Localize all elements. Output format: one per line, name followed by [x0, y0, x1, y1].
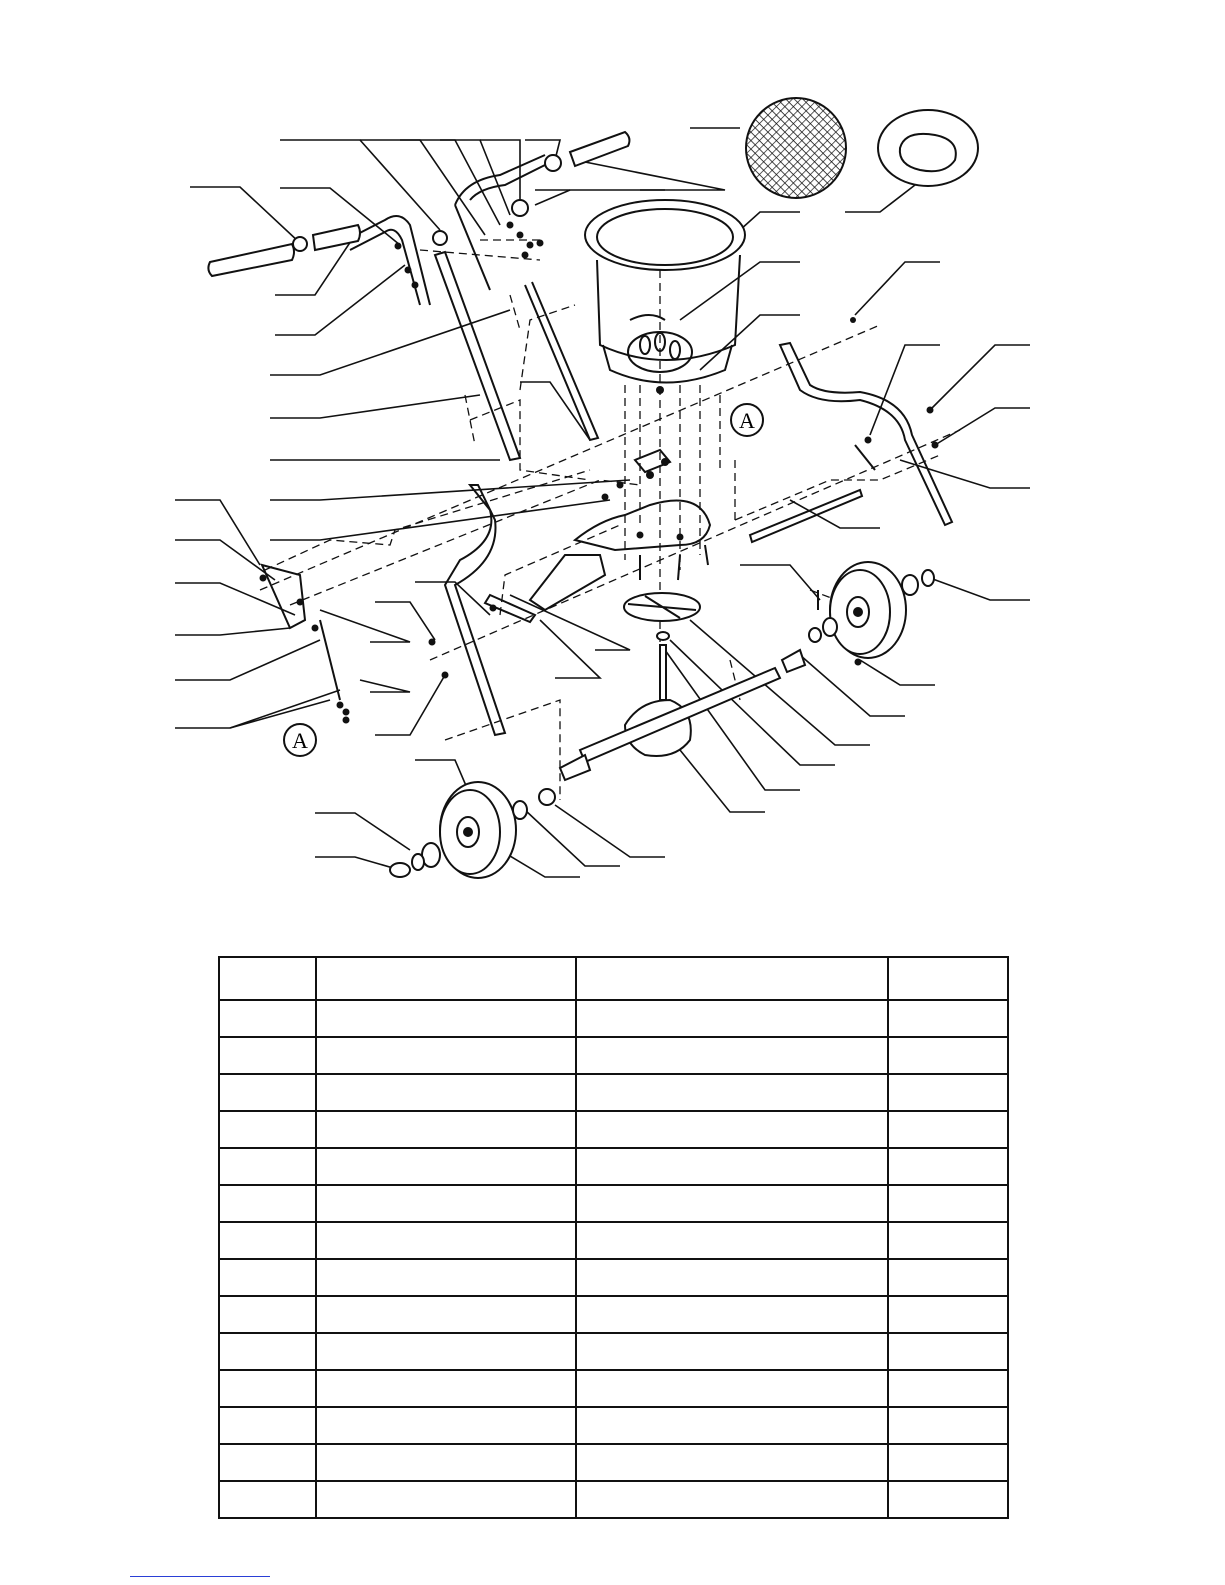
table-row — [219, 1444, 1008, 1481]
table-row — [219, 1000, 1008, 1037]
table-cell — [316, 1222, 576, 1259]
table-cell — [888, 1037, 1008, 1074]
table-cell — [888, 1000, 1008, 1037]
table-cell — [888, 1222, 1008, 1259]
right-wheel — [809, 562, 934, 658]
header-cell — [316, 957, 576, 1000]
table-cell — [219, 1185, 316, 1222]
table-cell — [888, 1185, 1008, 1222]
table-cell — [888, 1074, 1008, 1111]
table-cell — [888, 1111, 1008, 1148]
table-cell — [219, 1111, 316, 1148]
left-wheel — [390, 782, 555, 878]
table-cell — [316, 1074, 576, 1111]
table-cell — [219, 1481, 316, 1518]
table-cell — [316, 1481, 576, 1518]
callout-a-upper-label: A — [739, 408, 755, 433]
table-header-row — [219, 957, 1008, 1000]
table-cell — [888, 1370, 1008, 1407]
table-cell — [219, 1407, 316, 1444]
table-row — [219, 1222, 1008, 1259]
table-cell — [576, 1370, 888, 1407]
callout-a-upper — [731, 404, 763, 436]
header-cell — [219, 957, 316, 1000]
cover-ring — [878, 110, 978, 186]
table-row — [219, 1407, 1008, 1444]
table-cell — [888, 1444, 1008, 1481]
table-cell — [316, 1444, 576, 1481]
table-cell — [219, 1296, 316, 1333]
table-cell — [316, 1259, 576, 1296]
table-cell — [888, 1481, 1008, 1518]
table-cell — [316, 1037, 576, 1074]
table-cell — [219, 1148, 316, 1185]
table-cell — [219, 1037, 316, 1074]
gearbox-axle — [560, 650, 805, 780]
table-cell — [219, 1333, 316, 1370]
handle-grips — [208, 132, 629, 276]
table-row — [219, 1481, 1008, 1518]
table-cell — [316, 1111, 576, 1148]
mesh-screen — [746, 98, 846, 198]
table-row — [219, 1370, 1008, 1407]
table-cell — [576, 1296, 888, 1333]
table-cell — [316, 1000, 576, 1037]
table-cell — [888, 1259, 1008, 1296]
table-cell — [576, 1037, 888, 1074]
table-cell — [576, 1481, 888, 1518]
footer-link-underline[interactable] — [130, 1576, 270, 1577]
table-cell — [888, 1148, 1008, 1185]
table-cell — [576, 1407, 888, 1444]
table-row — [219, 1259, 1008, 1296]
table-cell — [888, 1296, 1008, 1333]
header-cell — [888, 957, 1008, 1000]
table-cell — [576, 1222, 888, 1259]
table-cell — [888, 1407, 1008, 1444]
table-cell — [888, 1333, 1008, 1370]
callout-a-lower-label: A — [292, 728, 308, 753]
table-row — [219, 1074, 1008, 1111]
table-row — [219, 1111, 1008, 1148]
table-cell — [316, 1148, 576, 1185]
table-cell — [219, 1074, 316, 1111]
table-cell — [576, 1444, 888, 1481]
table-cell — [219, 1000, 316, 1037]
table-cell — [576, 1074, 888, 1111]
table-cell — [219, 1370, 316, 1407]
table-cell — [219, 1444, 316, 1481]
table-cell — [316, 1407, 576, 1444]
table-cell — [576, 1333, 888, 1370]
parts-list-table — [218, 956, 1009, 1519]
table-cell — [219, 1222, 316, 1259]
table-row — [219, 1296, 1008, 1333]
table-row — [219, 1333, 1008, 1370]
table-cell — [219, 1259, 316, 1296]
table-cell — [576, 1111, 888, 1148]
header-cell — [576, 957, 888, 1000]
table-cell — [576, 1000, 888, 1037]
exploded-parts-diagram — [170, 95, 1040, 895]
table-row — [219, 1037, 1008, 1074]
table-row — [219, 1148, 1008, 1185]
table-cell — [316, 1370, 576, 1407]
table-cell — [576, 1148, 888, 1185]
table-cell — [576, 1185, 888, 1222]
table-row — [219, 1185, 1008, 1222]
table-cell — [576, 1259, 888, 1296]
callout-a-lower — [284, 724, 316, 756]
table-cell — [316, 1296, 576, 1333]
table-cell — [316, 1333, 576, 1370]
table-cell — [316, 1185, 576, 1222]
